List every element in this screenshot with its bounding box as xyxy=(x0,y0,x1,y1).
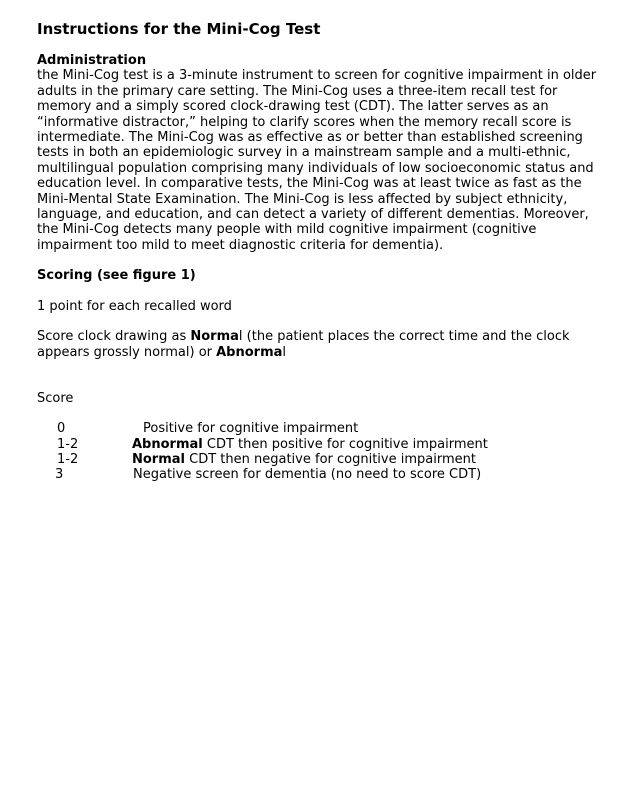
score-description-text: Negative screen for dementia (no need to score CDT) xyxy=(133,467,482,483)
score-description-text: CDT then negative for cognitive impairment xyxy=(185,452,476,468)
score-value: 1-2 xyxy=(57,436,79,452)
document-page xyxy=(37,20,607,483)
score-description-text: Positive for cognitive impairment xyxy=(143,421,359,437)
score-label: Score xyxy=(37,390,74,406)
clock-scoring-text xyxy=(37,329,607,360)
administration-paragraph: the Mini-Cog test is a 3-minute instrument to screen for cognitive impairment in older adults in the primary care setting. The Mini-Cog uses a three-item recall test for memory and a simply scored clock-drawing test (CDT). The latter serves as an “informative distractor,” helping to clarify scores when the memory recall score is intermediate. The Mini-Cog was as effective as or better than established screening tests in both an epidemiologic survey in a mainstream sample and a multi-ethnic, multilingual population comprising many individuals of low socioeconomic status and education level. In comparative tests, the Mini-Cog was at least twice as fast as the Mini-Mental State Examination. The Mini-Cog is less affected by subject ethnicity, language, and education, and can detect a variety of different dementias. Moreover, the Mini-Cog detects many people with mild cognitive impairment (cognitive impairment too mild to meet diagnostic criteria for dementia). xyxy=(37,68,597,253)
clock-normal-tail: l (the patient places the correct time and the clock appears grossly normal) or xyxy=(37,329,570,360)
clock-scoring-prefix: Score clock drawing as xyxy=(37,329,191,345)
score-description xyxy=(143,421,358,436)
page-title: Instructions for the Mini-Cog Test xyxy=(37,20,321,38)
score-description xyxy=(132,452,476,467)
score-description-text: CDT then positive for cognitive impairment xyxy=(202,436,488,452)
score-description xyxy=(133,467,481,482)
score-description-bold: Normal xyxy=(132,452,185,468)
score-row xyxy=(37,437,607,452)
score-row xyxy=(37,467,607,482)
score-value: 3 xyxy=(55,467,64,483)
clock-normal-bold: Norma xyxy=(190,329,239,345)
score-value: 0 xyxy=(57,421,66,437)
score-table xyxy=(37,421,607,483)
score-description-bold: Abnormal xyxy=(132,436,203,452)
score-description xyxy=(132,437,488,452)
score-row xyxy=(37,421,607,436)
clock-abnormal-bold: Abnorma xyxy=(216,344,283,360)
recall-point-text: 1 point for each recalled word xyxy=(37,298,232,314)
score-value: 1-2 xyxy=(57,452,79,468)
clock-abnormal-tail: l xyxy=(282,344,287,360)
score-row xyxy=(37,452,607,467)
administration-heading: Administration xyxy=(37,53,147,68)
scoring-heading: Scoring (see figure 1) xyxy=(37,268,196,284)
